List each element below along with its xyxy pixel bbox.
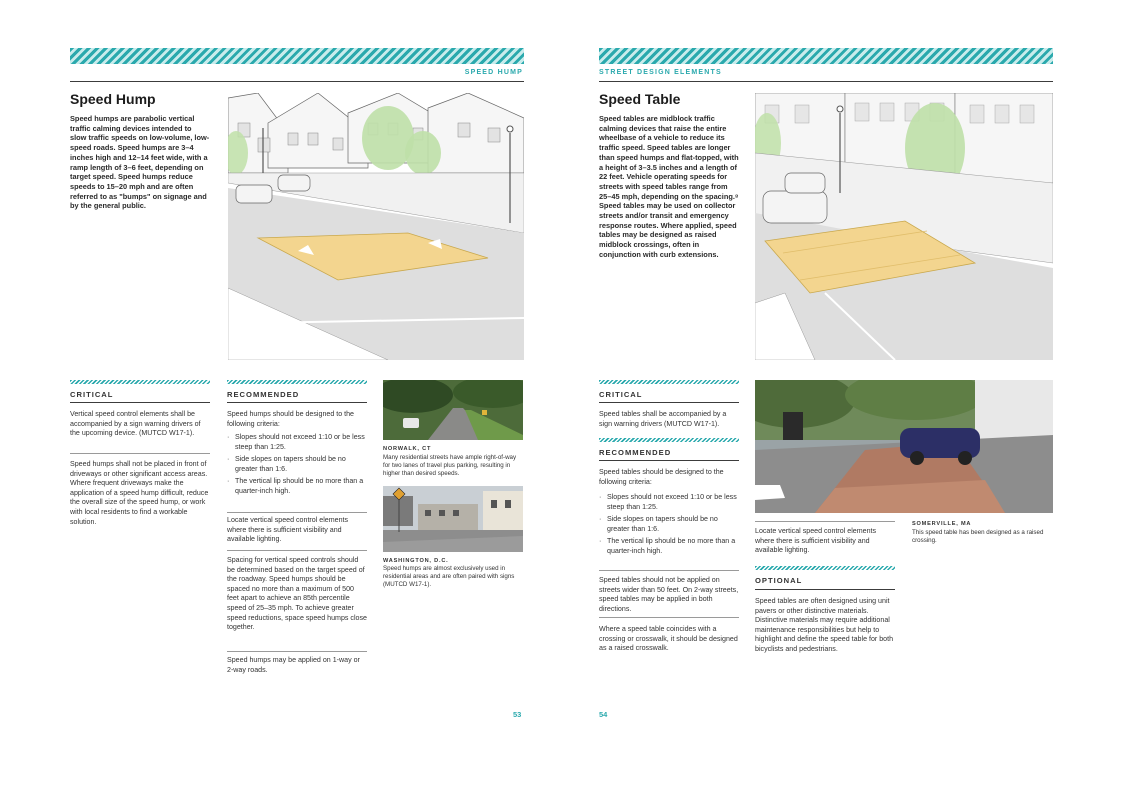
heading-critical-right: CRITICAL [599, 390, 643, 399]
recommended-bullet-2-right: · Side slopes on tapers should be no greater than 1:6. [599, 515, 739, 534]
speed-hump-illustration [228, 93, 524, 360]
optional-text-right: Speed tables are often designed using unit pavers or other distinctive materials. Distinctive materials may require additional maintenance responsibilities but help to highlight and define the speed table for both bicyclists and pedestrians. [755, 597, 894, 653]
recommended-bullets-left [227, 433, 367, 500]
recommended-bullet-3-left: · The vertical lip should be no more than a quarter-inch high. [227, 477, 367, 496]
recommended-text-4-left: Speed humps may be applied on 1-way or 2-way roads. [227, 656, 360, 674]
photo-location-norwalk: NORWALK, CT [383, 446, 432, 452]
photo-location-somerville: SOMERVILLE, MA [912, 521, 972, 527]
intro-text-right: Speed tables are midblock traffic calming devices that raise the entire wheelbase of a vehicle to reduce its traffic speed. Speed tables are longer than speed humps and flat-topped, with a height of 3–3.5 inches and a length of 22 feet. Vehicle operating speeds for streets with speed tables range from 25–45 mph, depending on the spacing.⁸ Speed tables may be used on collector streets and/or transit and emergency response routes. Where applied, speed tables may be designed as raised midblock crossings, often in conjunction with curb extensions. [599, 114, 739, 259]
divider-recommended-1-left [227, 512, 367, 513]
heading-optional-right: OPTIONAL [755, 576, 803, 585]
recommended-text-3-right: Where a speed table coincides with a crossing or crosswalk, it should be designed as a raised crosswalk. [599, 625, 738, 653]
heading-recommended-left: RECOMMENDED [227, 390, 300, 399]
divider-recommended-1-right [599, 570, 739, 571]
divider-recommended-2-left [227, 550, 367, 551]
recommended-intro-left: Speed humps should be designed to the following criteria: [227, 410, 354, 428]
rule-optional-right [755, 589, 895, 590]
recommended-intro-right: Speed tables should be designed to the following criteria: [599, 468, 724, 486]
photo-caption-washington: Speed humps are almost exclusively used in residential areas and are often paired with signs (MUTCD W17-1). [383, 565, 515, 589]
heading-critical-left: CRITICAL [70, 390, 114, 399]
divider-recommended-3-left [227, 651, 367, 652]
photo-norwalk [383, 380, 523, 440]
critical-text-2-left: Speed humps shall not be placed in front of driveways or other significant access areas. Where frequent driveways make the application of a speed hump difficult, reduce the overall size of the speed hump, or work with local residents to find a workable solution. [70, 460, 209, 526]
critical-text-1-right: Speed tables shall be accompanied by a sign warning drivers (MUTCD W17-1). [599, 410, 727, 428]
intro-text-left: Speed humps are parabolic vertical traffic calming devices intended to slow traffic speeds on low-volume, low-speed roads. Speed humps are 3–4 inches high and 12–14 feet wide, with a ramp length of 3–6 feet, depending on target speed. Speed humps reduce speeds to 15–20 mph and are often referred to as "bumps" on signage and by the general public. [70, 114, 210, 211]
page-number-right: 54 [599, 710, 608, 719]
recommended-bullet-1-left: · Slopes should not exceed 1:10 or be less steep than 1:25. [227, 433, 367, 452]
page-title-left: Speed Hump [70, 91, 156, 107]
middle-text-1-right: Locate vertical speed control elements where there is sufficient visibility and available lighting. [755, 527, 877, 555]
section-label-left: SPEED HUMP [464, 69, 523, 76]
photo-somerville [755, 380, 1053, 513]
recommended-bullet-2-left: · Side slopes on tapers should be no greater than 1:6. [227, 455, 367, 474]
recommended-text-2-right: Speed tables should not be applied on streets wider than 50 feet. On 2-way streets, speed tables may be applied in both directions. [599, 576, 739, 613]
recommended-bullets-right [599, 493, 739, 560]
header-band-right [599, 48, 1053, 64]
header-rule-left [70, 81, 524, 82]
critical-text-1-left: Vertical speed control elements shall be accompanied by a sign warning drivers of the upcoming device. (MUTCD W17-1). [70, 410, 201, 438]
divider-critical-left [70, 453, 210, 454]
divider-middle-right [755, 521, 895, 522]
page-title-right: Speed Table [599, 91, 681, 107]
rule-recommended-right [599, 460, 739, 461]
rule-critical-right [599, 402, 739, 403]
recommended-bullet-1-right: · Slopes should not exceed 1:10 or be less steep than 1:25. [599, 493, 739, 512]
hatch-critical-left [70, 380, 210, 384]
header-rule-right [599, 81, 1053, 82]
section-label-right: STREET DESIGN ELEMENTS [599, 69, 722, 76]
photo-location-washington: WASHINGTON, D.C. [383, 558, 449, 564]
hatch-optional-right [755, 566, 895, 570]
rule-critical-left [70, 402, 210, 403]
hatch-recommended-right [599, 438, 739, 442]
hatch-critical-right [599, 380, 739, 384]
hatch-recommended-left [227, 380, 367, 384]
speed-table-illustration [755, 93, 1053, 360]
header-band-left [70, 48, 524, 64]
recommended-bullet-3-right: · The vertical lip should be no more than a quarter-inch high. [599, 537, 739, 556]
photo-caption-norwalk: Many residential streets have ample right-of-way for two lanes of travel plus parking, resulting in higher than desired speeds. [383, 454, 517, 478]
divider-recommended-2-right [599, 617, 739, 618]
recommended-text-3-left: Spacing for vertical speed controls should be determined based on the target speed of the roadway. Speed humps should be spaced no more than a maximum of 500 feet apart to achieve an 85th percentile speed of 25–35 mph. To achieve greater speed reductions, space speed humps close together. [227, 556, 367, 632]
photo-caption-somerville: This speed table has been designed as a raised crossing. [912, 529, 1044, 545]
heading-recommended-right: RECOMMENDED [599, 448, 672, 457]
rule-recommended-left [227, 402, 367, 403]
recommended-text-2-left: Locate vertical speed control elements where there is sufficient visibility and available lighting. [227, 516, 349, 544]
page-number-left: 53 [513, 710, 522, 719]
photo-washington [383, 486, 523, 552]
